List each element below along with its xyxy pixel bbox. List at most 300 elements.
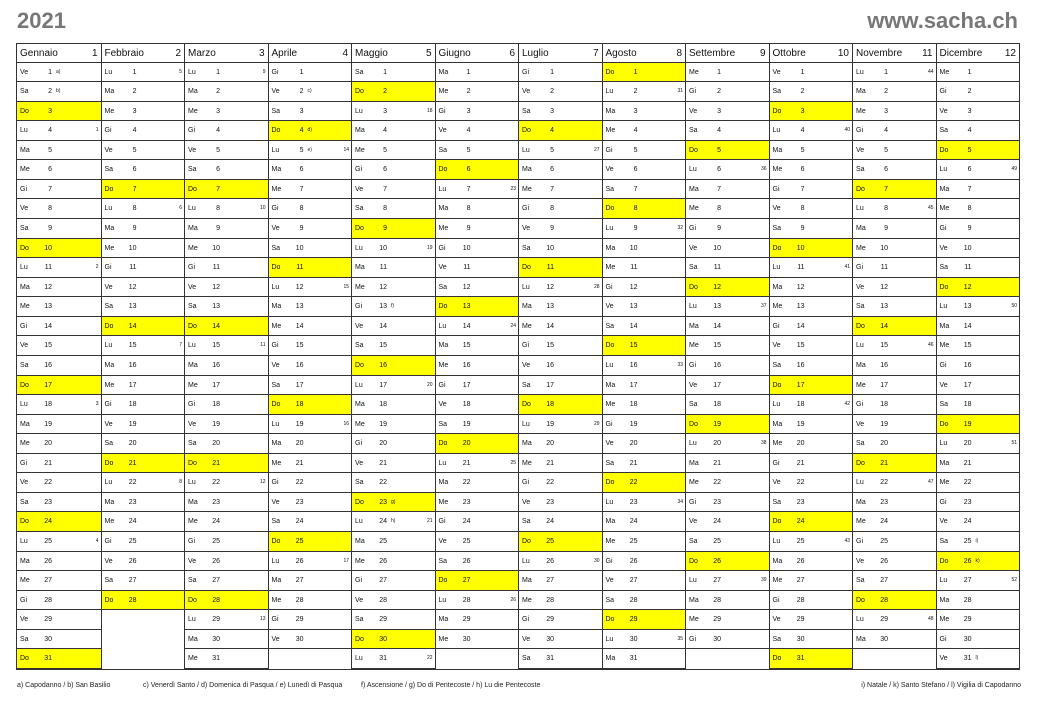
weekday-label: Ma xyxy=(188,635,198,643)
day-cell xyxy=(269,356,352,376)
weekday-label: Gi xyxy=(772,596,780,604)
weekday-label: Do xyxy=(772,381,782,389)
sunday-cell xyxy=(352,82,435,102)
day-cell xyxy=(269,141,352,161)
day-cell xyxy=(269,63,352,83)
day-cell xyxy=(853,102,936,122)
day-number: 6 xyxy=(466,166,471,174)
weekday-label: Do xyxy=(772,655,782,663)
day-number: 14 xyxy=(880,322,888,330)
sunday-cell xyxy=(853,591,936,611)
day-number: 22 xyxy=(546,479,554,487)
month-header xyxy=(269,44,352,63)
month-header xyxy=(937,44,1020,63)
week-number: 12 xyxy=(259,479,266,486)
week-number: 26 xyxy=(510,596,516,603)
weekday-label: Ve xyxy=(355,185,364,193)
month-column xyxy=(936,44,1020,669)
weekday-label: Me xyxy=(605,401,616,409)
month-header xyxy=(770,44,853,63)
weekday-label: Ve xyxy=(939,655,948,663)
weekday-label: Sa xyxy=(104,303,114,311)
day-number: 30 xyxy=(796,635,805,643)
day-number: 12 xyxy=(880,283,888,291)
day-number: 6 xyxy=(800,166,805,174)
weekday-label: Me xyxy=(438,498,449,506)
weekday-label: Me xyxy=(856,107,866,115)
day-cell xyxy=(185,395,268,415)
weekday-label: Ve xyxy=(271,361,280,369)
day-number: 27 xyxy=(796,577,805,585)
day-number: 19 xyxy=(44,420,52,428)
day-number: 14 xyxy=(379,322,387,330)
day-number: 10 xyxy=(963,244,972,252)
day-number: 20 xyxy=(295,440,304,448)
weekday-label: Lu xyxy=(605,225,614,232)
day-cell xyxy=(102,219,185,239)
weekday-label: Me xyxy=(271,185,282,193)
weekday-label: Gi xyxy=(355,166,362,174)
day-number: 26 xyxy=(713,557,721,565)
day-number: 15 xyxy=(212,342,220,350)
day-cell xyxy=(185,278,268,298)
site-url[interactable]: www.sacha.ch xyxy=(867,8,1018,33)
weekday-label: Sa xyxy=(689,401,698,409)
day-cell xyxy=(519,82,602,102)
day-number: 22 xyxy=(128,479,137,487)
weekday-label: Gi xyxy=(355,303,362,311)
day-cell xyxy=(603,317,686,337)
weekday-label: Gi xyxy=(689,361,696,369)
day-cell xyxy=(102,160,185,180)
weekday-label: Me xyxy=(438,88,449,96)
day-number: 21 xyxy=(880,459,888,467)
holiday-note: c) xyxy=(307,88,312,95)
day-cell xyxy=(519,141,602,161)
day-cell xyxy=(519,493,602,513)
day-number: 23 xyxy=(880,498,888,506)
day-cell xyxy=(17,493,101,513)
day-number: 12 xyxy=(713,283,721,291)
day-cell xyxy=(853,219,936,239)
day-number: 12 xyxy=(546,283,554,291)
month-name: Marzo xyxy=(188,48,216,59)
weekday-label: Do xyxy=(271,264,281,272)
day-number: 10 xyxy=(462,244,471,252)
day-number: 22 xyxy=(212,479,220,487)
weekday-label: Do xyxy=(20,107,29,115)
weekday-label: Sa xyxy=(522,107,531,115)
day-number: 28 xyxy=(128,596,137,604)
day-number: 19 xyxy=(128,420,137,428)
day-number: 31 xyxy=(379,655,387,663)
day-number: 2 xyxy=(884,88,888,96)
weekday-label: Gi xyxy=(188,401,195,409)
day-number: 4 xyxy=(633,127,638,135)
weekday-label: Lu xyxy=(522,146,530,154)
weekday-label: Lu xyxy=(856,68,864,76)
day-cell xyxy=(269,630,352,650)
day-cell xyxy=(770,317,853,337)
weekday-label: Gi xyxy=(271,205,279,213)
day-number: 23 xyxy=(629,498,638,506)
weekday-label: Lu xyxy=(438,459,447,467)
day-number: 6 xyxy=(550,166,554,174)
weekday-label: Do xyxy=(939,420,949,428)
sunday-cell xyxy=(853,180,936,200)
day-number: 26 xyxy=(963,557,972,565)
weekday-label: Ve xyxy=(20,68,29,76)
weekday-label: Me xyxy=(605,538,616,545)
day-cell xyxy=(603,160,686,180)
weekday-label: Gi xyxy=(605,283,613,291)
day-number: 3 xyxy=(466,107,471,115)
day-number: 1 xyxy=(466,68,471,76)
day-number: 29 xyxy=(212,616,220,624)
day-number: 10 xyxy=(713,244,721,252)
weekday-label: Me xyxy=(355,420,365,428)
weekday-label: Sa xyxy=(772,225,782,232)
day-number: 1 xyxy=(884,68,888,76)
day-number: 18 xyxy=(379,401,387,409)
day-number: 27 xyxy=(295,577,304,585)
day-number: 24 xyxy=(546,518,554,526)
sunday-cell xyxy=(352,630,435,650)
day-number: 7 xyxy=(884,185,888,193)
weekday-label: Ve xyxy=(20,616,29,624)
day-cell xyxy=(185,552,268,572)
day-number: 1 xyxy=(216,68,220,76)
day-number: 30 xyxy=(629,635,638,643)
day-number: 12 xyxy=(128,283,137,291)
day-cell xyxy=(519,415,602,435)
week-number: 48 xyxy=(927,616,934,623)
day-number: 16 xyxy=(44,361,52,369)
weekday-label: Lu xyxy=(522,283,530,291)
weekday-label: Ma xyxy=(438,479,449,487)
weekday-label: Ma xyxy=(856,498,866,506)
weekday-label: Ve xyxy=(772,68,781,76)
day-number: 5 xyxy=(550,146,554,154)
weekday-label: Ma xyxy=(20,420,30,428)
day-number: 13 xyxy=(128,303,137,311)
day-number: 23 xyxy=(379,498,387,506)
sunday-cell xyxy=(603,336,686,356)
day-cell xyxy=(937,317,1020,337)
day-cell xyxy=(770,454,853,474)
weekday-label: Me xyxy=(355,557,365,565)
day-number: 28 xyxy=(212,596,220,604)
day-number: 10 xyxy=(295,244,304,252)
weekday-label: Ma xyxy=(605,107,616,115)
month-header xyxy=(686,44,769,63)
weekday-label: Lu xyxy=(188,342,196,350)
weekday-label: Ve xyxy=(772,616,781,624)
day-cell xyxy=(603,591,686,611)
weekday-label: Ve xyxy=(689,518,698,526)
weekday-label: Gi xyxy=(856,401,863,409)
day-cell xyxy=(770,180,853,200)
day-cell xyxy=(17,82,101,102)
day-cell xyxy=(853,473,936,493)
weekday-label: Ve xyxy=(689,107,698,115)
day-number: 13 xyxy=(880,303,888,311)
day-number: 20 xyxy=(462,440,471,448)
day-number: 16 xyxy=(796,361,805,369)
day-cell xyxy=(17,434,101,454)
day-cell xyxy=(937,649,1020,669)
week-number: 37 xyxy=(760,303,767,310)
day-cell xyxy=(352,160,435,180)
weekday-label: Ma xyxy=(271,303,282,311)
week-number: 28 xyxy=(593,283,600,290)
weekday-label: Me xyxy=(104,107,115,115)
day-number: 31 xyxy=(212,655,220,663)
day-cell xyxy=(603,395,686,415)
day-number: 18 xyxy=(295,401,304,409)
day-number: 10 xyxy=(796,244,805,252)
day-number: 15 xyxy=(796,342,805,350)
day-cell xyxy=(352,199,435,219)
day-number: 18 xyxy=(546,401,554,409)
weekday-label: Me xyxy=(271,322,282,330)
day-number: 19 xyxy=(963,420,972,428)
day-cell xyxy=(185,102,268,122)
weekday-label: Sa xyxy=(355,342,364,350)
day-cell xyxy=(352,649,435,669)
day-cell xyxy=(937,571,1020,591)
day-number: 11 xyxy=(463,264,471,272)
day-number: 13 xyxy=(462,303,471,311)
weekday-label: Me xyxy=(104,381,115,389)
day-cell xyxy=(770,141,853,161)
day-number: 23 xyxy=(713,498,721,506)
day-number: 10 xyxy=(379,244,387,252)
weekday-label: Sa xyxy=(522,655,531,663)
month-header xyxy=(603,44,686,63)
weekday-label: Gi xyxy=(856,264,863,272)
day-number: 24 xyxy=(128,518,137,526)
sunday-cell xyxy=(185,454,268,474)
day-cell xyxy=(352,141,435,161)
weekday-label: Me xyxy=(188,244,198,252)
weekday-label: Lu xyxy=(355,655,363,663)
weekday-label: Ve xyxy=(271,88,280,96)
weekday-label: Do xyxy=(188,596,197,604)
day-cell xyxy=(17,141,101,161)
day-number: 3 xyxy=(216,107,220,115)
weekday-label: Lu xyxy=(188,616,196,624)
day-number: 10 xyxy=(212,244,220,252)
weekday-label: Lu xyxy=(856,342,864,350)
month-column xyxy=(435,44,519,669)
month-column xyxy=(602,44,686,669)
weekday-label: Sa xyxy=(438,420,448,428)
day-number: 27 xyxy=(713,577,721,585)
day-cell xyxy=(853,356,936,376)
week-number: 50 xyxy=(1011,303,1017,310)
weekday-label: Ve xyxy=(605,577,614,585)
day-cell xyxy=(937,395,1020,415)
day-number: 17 xyxy=(128,381,137,389)
weekday-label: Ve xyxy=(522,225,531,232)
week-number: 13 xyxy=(259,616,266,623)
weekday-label: Me xyxy=(188,518,198,526)
month-header xyxy=(352,44,435,63)
week-number: 9 xyxy=(262,68,266,75)
weekday-label: Lu xyxy=(438,185,447,193)
day-cell xyxy=(603,552,686,572)
day-number: 26 xyxy=(379,557,387,565)
day-number: 11 xyxy=(713,264,721,272)
day-cell xyxy=(519,239,602,259)
day-cell xyxy=(436,63,519,83)
day-number: 17 xyxy=(880,381,888,389)
weekday-label: Sa xyxy=(20,361,29,369)
week-number: 42 xyxy=(844,401,850,408)
month-name: Novembre xyxy=(856,48,903,59)
weekday-label: Do xyxy=(438,303,448,311)
day-cell xyxy=(937,82,1020,102)
day-cell xyxy=(102,278,185,298)
day-number: 6 xyxy=(633,166,638,174)
day-cell xyxy=(352,297,435,317)
day-cell xyxy=(17,630,101,650)
weekday-label: Do xyxy=(104,185,114,193)
day-number: 19 xyxy=(462,420,471,428)
day-cell xyxy=(436,591,519,611)
day-number: 22 xyxy=(629,479,638,487)
day-number: 9 xyxy=(132,225,137,232)
day-number: 27 xyxy=(128,577,137,585)
weekday-label: Ma xyxy=(355,127,365,135)
day-cell xyxy=(686,395,769,415)
weekday-label: Me xyxy=(772,303,783,311)
weekday-label: Me xyxy=(689,205,699,213)
day-cell xyxy=(17,571,101,591)
day-number: 5 xyxy=(216,146,220,154)
day-number: 14 xyxy=(128,322,137,330)
day-number: 31 xyxy=(629,655,638,663)
day-number: 13 xyxy=(379,303,387,311)
day-cell xyxy=(436,336,519,356)
day-number: 23 xyxy=(128,498,137,506)
day-number: 16 xyxy=(880,361,888,369)
day-number: 13 xyxy=(963,303,972,311)
weekday-label: Sa xyxy=(772,88,782,96)
day-cell xyxy=(686,630,769,650)
day-number: 26 xyxy=(44,557,52,565)
day-cell xyxy=(519,102,602,122)
day-number: 12 xyxy=(963,283,972,291)
sunday-cell xyxy=(352,356,435,376)
sunday-cell xyxy=(436,160,519,180)
sunday-cell xyxy=(937,415,1020,435)
day-cell xyxy=(436,473,519,493)
day-cell xyxy=(269,591,352,611)
weekday-label: Lu xyxy=(856,616,864,624)
empty-day-cell xyxy=(102,630,185,650)
week-number: 8 xyxy=(179,479,182,486)
day-number: 7 xyxy=(299,185,304,193)
month-number: 2 xyxy=(175,48,181,59)
day-number: 13 xyxy=(212,303,220,311)
weekday-label: Gi xyxy=(438,381,446,389)
day-number: 14 xyxy=(212,322,220,330)
day-cell xyxy=(269,571,352,591)
day-cell xyxy=(102,82,185,102)
day-number: 5 xyxy=(466,146,471,154)
sunday-cell xyxy=(17,239,101,259)
weekday-label: Ve xyxy=(438,538,447,545)
weekday-label: Lu xyxy=(772,538,781,545)
day-number: 12 xyxy=(462,283,471,291)
day-number: 5 xyxy=(48,146,52,154)
weekday-label: Do xyxy=(355,88,364,96)
month-header xyxy=(519,44,602,63)
day-number: 24 xyxy=(295,518,304,526)
weekday-label: Do xyxy=(689,557,698,565)
day-number: 10 xyxy=(880,244,888,252)
weekday-label: Ma xyxy=(20,146,30,154)
sunday-cell xyxy=(17,102,101,122)
weekday-label: Do xyxy=(772,518,782,526)
day-number: 15 xyxy=(462,342,471,350)
holiday-note: l) xyxy=(975,655,979,662)
weekday-label: Me xyxy=(939,616,950,624)
weekday-label: Do xyxy=(20,518,29,526)
weekday-label: Lu xyxy=(355,107,363,115)
day-cell xyxy=(853,121,936,141)
sunday-cell xyxy=(17,512,101,532)
day-number: 21 xyxy=(462,459,471,467)
day-number: 13 xyxy=(629,303,638,311)
month-column xyxy=(518,44,602,669)
day-number: 30 xyxy=(44,635,52,643)
day-number: 10 xyxy=(629,244,638,252)
week-number: 2 xyxy=(95,264,99,271)
day-cell xyxy=(185,336,268,356)
weekday-label: Gi xyxy=(438,518,446,526)
holiday-note: g) xyxy=(391,498,396,505)
day-number: 12 xyxy=(295,283,304,291)
day-number: 21 xyxy=(963,459,972,467)
day-number: 8 xyxy=(132,205,137,213)
day-number: 10 xyxy=(44,244,52,252)
month-name: Settembre xyxy=(689,48,736,59)
weekday-label: Do xyxy=(271,538,281,545)
day-number: 7 xyxy=(550,185,554,193)
day-number: 14 xyxy=(546,322,554,330)
day-cell xyxy=(436,239,519,259)
day-number: 20 xyxy=(546,440,554,448)
day-cell xyxy=(853,610,936,630)
day-cell xyxy=(17,297,101,317)
day-cell xyxy=(770,336,853,356)
day-number: 7 xyxy=(967,185,972,193)
weekday-label: Ve xyxy=(939,381,948,389)
weekday-label: Sa xyxy=(188,440,197,448)
day-cell xyxy=(269,512,352,532)
weekday-label: Ve xyxy=(522,88,531,96)
weekday-label: Ma xyxy=(856,88,866,96)
day-cell xyxy=(352,532,435,552)
weekday-label: Do xyxy=(355,225,364,232)
day-number: 23 xyxy=(963,498,972,506)
day-number: 28 xyxy=(629,596,638,604)
day-cell xyxy=(603,434,686,454)
day-number: 17 xyxy=(212,381,220,389)
